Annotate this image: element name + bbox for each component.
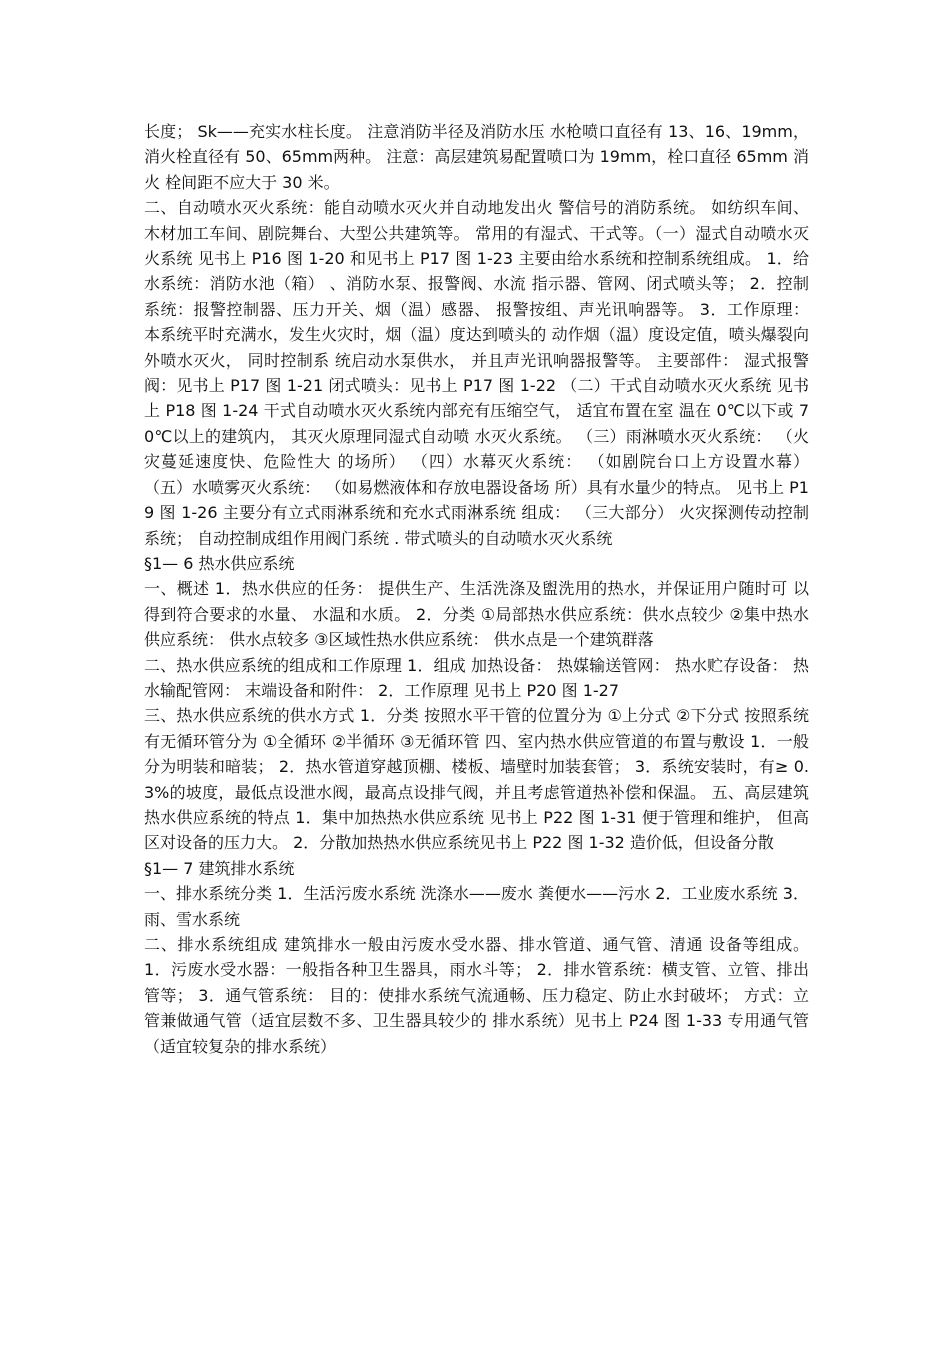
document-body — [144, 119, 809, 1059]
paragraph-hot-water-overview: 一、概述 1．热水供应的任务： 提供生产、生活洗涤及盥洗用的热水，并保证用户随时可 以得到符合要求的水量、 水温和水质。 2．分类 ①局部热水供应系统：供水点较少 ②集中热水供应系统： 供水点较多 ③区域性热水供应系统： 供水点是一个建筑群落 — [144, 579, 809, 650]
paragraph-drainage-classification: 一、排水系统分类 1．生活污废水系统 洗涤水——废水 粪便水——污水 2．工业废水系统 3．雨、雪水系统 — [144, 884, 809, 929]
section-heading-hot-water: §1— 6 热水供应系统 — [144, 553, 295, 573]
paragraph-drainage-composition: 二、排水系统组成 建筑排水一般由污废水受水器、排水管道、通气管、清通 设备等组成。 1．污废水受水器：一般指各种卫生器具，雨水斗等； 2．排水管系统：横支管、立管、排出管等； 3．通气管系统： 目的：使排水系统气流通畅、压力稳定、防止水封破坏； 方式：立管兼做通气管（适宜层数不多、卫生器具较少的 排水系统）见书上 P24 图 1-33 专用通气管（适宜较复杂的排水系统） — [144, 935, 809, 1056]
paragraph-hot-water-composition: 二、热水供应系统的组成和工作原理 1．组成 加热设备： 热媒输送管网： 热水贮存设备： 热水输配管网： 末端设备和附件： 2．工作原理 见书上 P20 图 1-27 — [144, 655, 809, 700]
paragraph-hydrant-notes: 长度； Sk——充实水柱长度。 注意消防半径及消防水压 水枪喷口直径有 13、16、19mm，消火栓直径有 50、65mm两种。 注意：高层建筑易配置喷口为 19mm，栓口直径 65mm 消火 栓间距不应大于 30 米。 — [144, 122, 809, 192]
paragraph-hot-water-supply-modes: 三、热水供应系统的供水方式 1．分类 按照水平干管的位置分为 ①上分式 ②下分式 按照系统有无循环管分为 ①全循环 ②半循环 ③无循环管 四、室内热水供应管道的布置与敷设 1．一般分为明装和暗装； 2．热水管道穿越顶棚、楼板、墙壁时加装套管； 3．系统安装时，有≥ 0.3%的坡度，最低点设泄水阀，最高点设排气阀，并且考虑管道热补偿和保温。 五、高层建筑热水供应系统的特点 1．集中加热热水供应系统 见书上 P22 图 1-31 便于管理和维护， 但高区对设备的压力大。 2．分散加热热水供应系统见书上 P22 图 1-32 造价低，但设备分散 — [144, 706, 809, 853]
paragraph-sprinkler-systems: 二、自动喷水灭火系统：能自动喷水灭火并自动地发出火 警信号的消防系统。 如纺织车间、木材加工车间、剧院舞台、大型公共建筑等。 常用的有湿式、干式等。（一）湿式自动喷水灭火系统 见书上 P16 图 1-20 和见书上 P17 图 1-23 主要由给水系统和控制系统组成。 1．给水系统：消防水池（箱） 、消防水泵、报警阀、水流 指示器、管网、闭式喷头等； 2．控制系统：报警控制器、压力开关、烟（温）感器、 报警按组、声光讯响器等。 3．工作原理： 本系统平时充满水，发生火灾时，烟（温）度达到喷头的 动作烟（温）度设定值，喷头爆裂向外喷水灭火， 同时控制系 统启动水泵供水， 并且声光讯响器报警等。 主要部件： 湿式报警阀：见书上 P17 图 1-21 闭式喷头：见书上 P17 图 1-22 （二）干式自动喷水灭火系统 见书上 P18 图 1-24 干式自动喷水灭火系统内部充有压缩空气， 适宜布置在室 温在 0℃以下或 70℃以上的建筑内， 其灭火原理同湿式自动喷 水灭火系统。 （三）雨淋喷水灭火系统： （火灾蔓延速度快、危险性大 的场所） （四）水幕灭火系统： （如剧院台口上方设置水幕） （五）水喷雾灭火系统： （如易燃液体和存放电器设备场 所）具有水量少的特点。 见书上 P19 图 1-26 主要分有立式雨淋系统和充水式雨淋系统 组成： （三大部分） 火灾探测传动控制系统； 自动控制成组作用阀门系统 . 带式喷头的自动喷水灭火系统 — [144, 198, 809, 548]
section-heading-drainage: §1— 7 建筑排水系统 — [144, 858, 295, 878]
